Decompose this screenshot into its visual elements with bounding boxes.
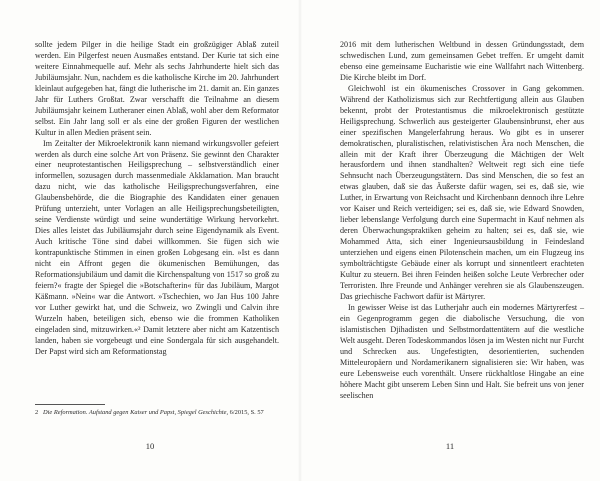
left-page-body [35, 40, 279, 358]
footnote-title: Die Reformation. Aufstand gegen Kaiser und Papst [43, 409, 175, 416]
page-number-right: 11 [445, 441, 455, 451]
paragraph: 2016 mit dem lutherischen Weltbund in dessen Gründungsstadt, dem schwedischen Lund, zum gemeinsamen Gebet treffen. Er umgeht damit ebenso eine gemeinsame Eucharistie wie eine Wallfahrt nach Wittenberg. Die Kirche bleibt im Dorf. [340, 40, 584, 82]
page-number-left: 10 [145, 441, 155, 451]
footnote: 2 Die Reformation. Aufstand gegen Kaiser und Papst, Spiegel Geschichte, 6/2015, S. 57 [35, 409, 264, 416]
footnote-source: Spiegel Geschichte [177, 409, 227, 416]
right-page [300, 0, 600, 481]
paragraph: sollte jedem Pilger in die heilige Stadt ein großzügiger Ablaß zuteil werden. Ein Pilgerfest neuen Ausmaßes entstand. Der Kurie tat sich eine weitere Einnahmequelle auf. Mehr als sechs Jahrhunderte hielt sich das Jubiläumsjahr. Nun, nachdem es die katholische Kirche im 20. Jahrhundert kleinlaut aufgegeben hat, fängt die lutherische im 21. damit an. Ein ganzes Jahr für Luthers Großtat. Zwar verschafft die Teilnahme an diesem Jubiläumsjahr keinem Lutheraner einen Ablaß, wohl aber dem Reformator selbst. Ein Jahr lang soll er als eine der großen Figuren der westlichen Kultur in allen Medien präsent sein. [35, 40, 279, 137]
footnote-divider [35, 404, 105, 405]
footnote-number: 2 [35, 409, 39, 416]
paragraph: Gleichwohl ist ein ökumenisches Crossover in Gang gekommen. Während der Katholizismus sich zur Rechtfertigung allein aus Glauben bekennt, probt der Protestantismus die mikroelektronisch gestützte Heiligsprechung. Schwerlich aus gesteigerter Glaubensinbrunst, eher aus einer spezifischen Mangelerfahrung heraus. Wo gibt es in unserer demokratischen, pluralistischen, relativistischen Ära noch Menschen, die allein mit der Kraft ihrer Überzeugung die Mächtigen der Welt herausfordern und ihnen standhalten? Weltweit regt sich eine tiefe Sehnsucht nach Überzeugungstätern. Das sind Menschen, die so fest an etwas glauben, daß sie das Äußerste dafür wagen, sei es, daß sie, wie Luther, in Erwartung von Reichsacht und Kirchenbann dennoch ihre Lehre vor Kaiser und Reich verteidigen; sei es, daß sie, wie Edward Snowden, lieber lebenslange Verfolgung durch eine Supermacht in Kauf nehmen als deren Überwachungspraktiken geheim zu halten; sei es, daß sie, wie Mohammed Atta, sich einer Ingenieursausbildung in Feindesland unterziehen und eigens einen Pilotenschein machen, um ein Flugzeug ins symbolträchtigste Gebäude einer als korrupt und sinnentleert erachteten Kultur zu steuern. Bei ihren Feinden heißen solche Leute Verbrecher oder Terroristen. Ihre Freunde und Anhänger verehren sie als Glaubenszeugen. Das griechische Fachwort dafür ist Märtyrer. [340, 83, 584, 301]
footnote-rest: , 6/2015, S. 57 [226, 409, 264, 416]
right-page-body [340, 40, 584, 401]
paragraph: In gewisser Weise ist das Lutherjahr auch ein modernes Märtyrerfest – ein Gegenprogramm gegen die diabolische Versuchung, die von islamistischen Djihadisten und Selbstmordattentätern auf die westliche Welt ausgeht. Deren Todeskommandos lösen ja im Westen nicht nur Furcht und Schrecken aus. Ungefestigten, desorientierten, suchenden Mitteleuropäern und Nordamerikanern signalisieren sie: Wir haben, was eure Lebensweise euch vorenthält. Unsere rückhaltlose Hingabe an eine höhere Macht gibt unserem Leben Sinn und Halt. Sie befreit uns von jener seelischen [340, 302, 584, 400]
paragraph: Im Zeitalter der Mikroelektronik kann niemand wirkungsvoller gefeiert werden als durch eine solche Art von Präsenz. Sie gewinnt den Charakter einer neuprotestantischen Heiligsprechung – selbstverständlich einer informellen, sozusagen durch massenmediale Akklamation. Man braucht dazu nicht, wie das katholische Heiligsprechungsverfahren, eine Glaubensbehörde, die die Biographie des Kandidaten einer genauen Prüfung unterzieht, unter Vorlagen an alle Heiligsprechungsbeteiligten, seine Verdienste würdigt und seine wundertätige Wirkung hervorkehrt. Dies alles leistet das Jubiläumsjahr durch seine Eigendynamik als Event. Auch kritische Töne sind dabei willkommen. Sie fügen sich wie kontrapunktische Stimmen in einen großen Lobgesang ein. »Ist es dann nicht ein Affront gegen die ökumenischen Bemühungen, das Reformationsjubiläum und damit die Kirchenspaltung von 1517 so groß zu feiern?« fragte der Spiegel die »Botschafterin« für das Jubiläum, Margot Käßmann. »Nein« war die Antwort. »Tschechien, wo Jan Hus 100 Jahre vor Luther gewirkt hat, und die Schweiz, wo Zwingli und Calvin ihre Wurzeln haben, beteiligen sich, ebenso wie die frommen Katholiken eingeladen sind, mitzuwirken.«² Damit letztere aber nicht am Katzentisch landen, haben sie vorgebeugt und eine Sondergala für sich ausgehandelt. Der Papst wird sich am Reformationstag [35, 138, 279, 356]
